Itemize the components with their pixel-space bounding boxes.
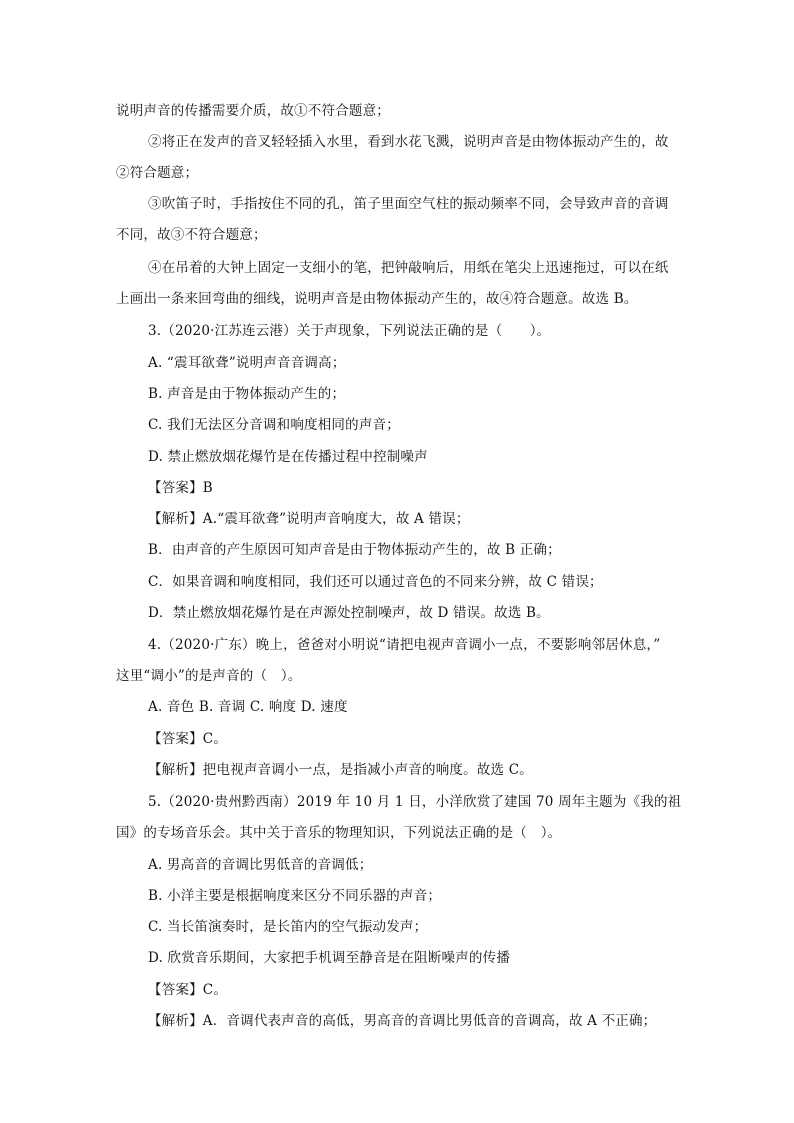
- option-d: D. 禁止燃放烟花爆竹是在传播过程中控制噪声: [148, 449, 428, 465]
- text-line: ③吹笛子时，手指按住不同的孔，笛子里面空气柱的振动频率不同，会导致声音的音调: [148, 196, 669, 212]
- text-line: ④在吊着的大钟上固定一支细小的笔，把钟敲响后，用纸在笔尖上迅速拖过，可以在纸: [148, 260, 669, 276]
- text-line: 国》的专场音乐会。其中关于音乐的物理知识，下列说法正确的是（ ）。: [116, 825, 562, 841]
- answer-label: 【答案】B: [148, 480, 213, 496]
- text-line: 这里“调小”的是声音的（ ）。: [116, 668, 302, 684]
- question-3: 3.（2020·江苏连云港）关于声现象，下列说法正确的是（ ）。: [148, 323, 551, 339]
- text-line: ②将正在发声的音叉轻轻插入水里，看到水花飞溅，说明声音是由物体振动产生的，故: [148, 134, 669, 150]
- option-b: B. 声音是由于物体振动产生的；: [148, 386, 346, 402]
- option-b: B. 小洋主要是根据响度来区分不同乐器的声音；: [148, 888, 442, 904]
- text-line: ②符合题意；: [116, 165, 199, 181]
- option-c: C. 当长笛演奏时，是长笛内的空气振动发声；: [148, 919, 428, 935]
- analysis-line: B．由声音的产生原因可知声音是由于物体振动产生的，故 B 正确；: [148, 542, 561, 558]
- option-d: D. 欣赏音乐期间，大家把手机调至静音是在阻断噪声的传播: [148, 950, 511, 966]
- analysis-line: D．禁止燃放烟花爆竹是在声源处控制噪声，故 D 错误。故选 B。: [148, 605, 550, 621]
- text-line: 上画出一条来回弯曲的细线，说明声音是由物体振动产生的，故④符合题意。故选 B。: [116, 291, 638, 307]
- answer-label: 【答案】C。: [148, 982, 228, 998]
- analysis-line: 【解析】A．音调代表声音的高低，男高音的音调比男低音的音调高，故 A 不正确；: [148, 1013, 657, 1029]
- options-line: A. 音色 B. 音调 C. 响度 D. 速度: [148, 699, 348, 715]
- answer-label: 【答案】C。: [148, 731, 228, 747]
- option-a: A. 男高音的音调比男低音的音调低；: [148, 857, 373, 873]
- option-c: C. 我们无法区分音调和响度相同的声音；: [148, 417, 400, 433]
- text-line: 说明声音的传播需要介质，故①不符合题意；: [116, 103, 390, 119]
- question-4: 4.（2020·广东）晚上，爸爸对小明说“请把电视声音调小一点，不要影响邻居休息，”: [148, 637, 661, 653]
- option-a: A. “震耳欲聋”说明声音音调高；: [148, 355, 346, 371]
- analysis-line: 【解析】A.“震耳欲聋”说明声音响度大，故 A 错误；: [148, 511, 470, 527]
- question-5: 5.（2020·贵州黔西南）2019 年 10 月 1 日，小洋欣赏了建国 70 周年主题为《我的祖: [148, 794, 682, 810]
- text-line: 不同，故③不符合题意；: [116, 227, 267, 243]
- analysis-line: 【解析】把电视声音调小一点，是指减小声音的响度。故选 C。: [148, 762, 533, 778]
- analysis-line: C．如果音调和响度相同，我们还可以通过音色的不同来分辨，故 C 错误；: [148, 574, 603, 590]
